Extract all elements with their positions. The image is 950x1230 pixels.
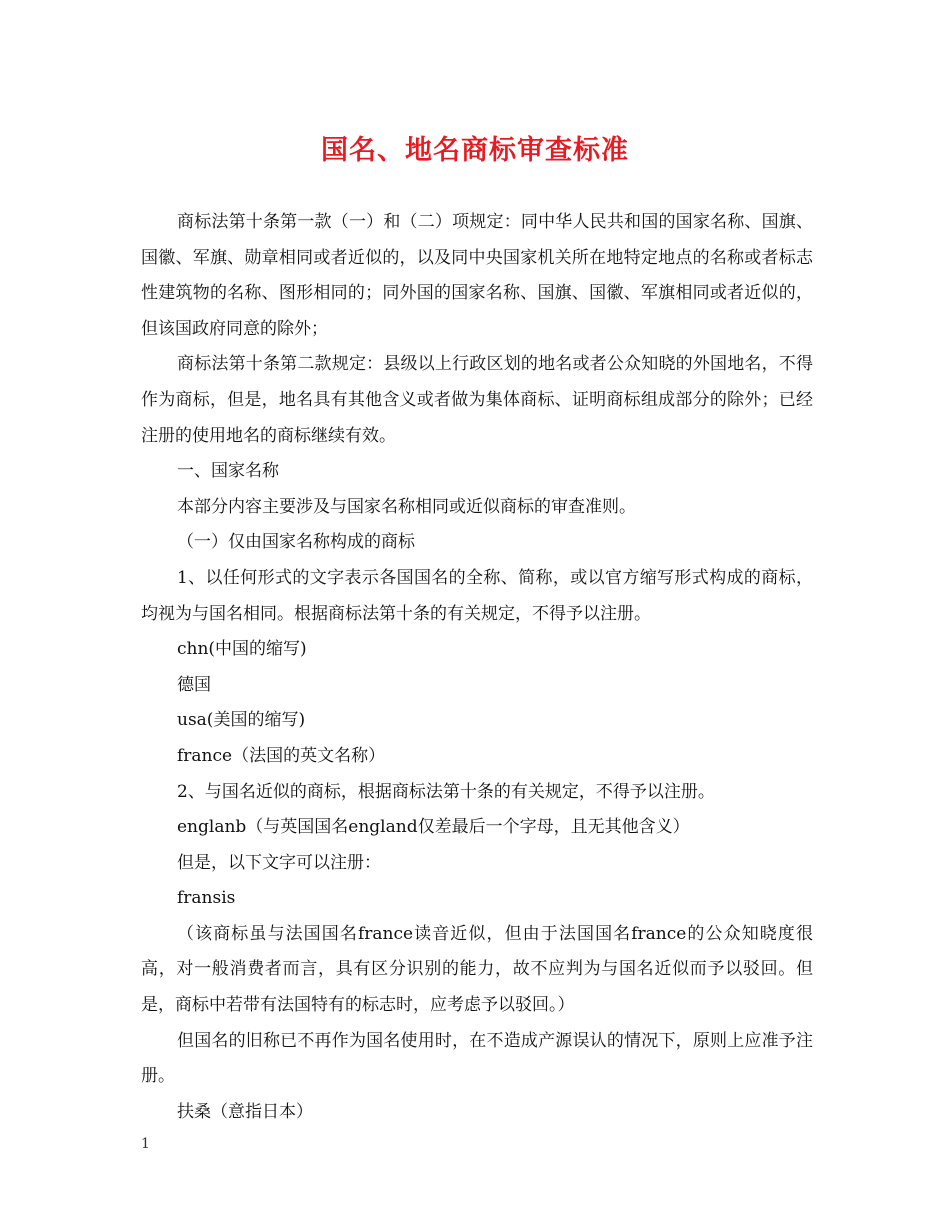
example-item: france（法国的英文名称） <box>177 745 386 766</box>
section-heading: 一、国家名称 <box>177 461 279 482</box>
paragraph: 但国名的旧称已不再作为国名使用时，在不造成产源误认的情况下，原则上应准予注册。 <box>141 1030 813 1087</box>
example-item: englanb（与英国国名england仅差最后一个字母，且无其他含义） <box>177 817 690 838</box>
example-item: 德国 <box>177 674 211 695</box>
example-item: fransis <box>177 888 236 909</box>
paragraph: 商标法第十条第二款规定：县级以上行政区划的地名或者公众知晓的外国地名，不得作为商标，但是，地名具有其他含义或者做为集体商标、证明商标组成部分的除外；已经注册的使用地名的商标继续有效。 <box>141 354 813 446</box>
paragraph: （该商标虽与法国国名france读音近似，但由于法国国名france的公众知晓度很高，对一般消费者而言，具有区分识别的能力，故不应判为与国名近似而予以驳回。但是，商标中若带有法国特有的标志时，应考虑予以驳回。） <box>141 923 813 1016</box>
example-item: chn(中国的缩写) <box>177 639 307 660</box>
document-title: 国名、地名商标审查标准 <box>321 135 629 166</box>
paragraph: 2、与国名近似的商标，根据商标法第十条的有关规定，不得予以注册。 <box>177 781 715 802</box>
paragraph: 1、以任何形式的文字表示各国国名的全称、简称，或以官方缩写形式构成的商标，均视为与国名相同。根据商标法第十条的有关规定，不得予以注册。 <box>141 567 813 624</box>
paragraph: 本部分内容主要涉及与国家名称相同或近似商标的审查准则。 <box>177 496 636 517</box>
example-item: 扶桑（意指日本） <box>177 1101 313 1122</box>
document-body <box>141 205 813 1130</box>
subsection-heading: （一）仅由国家名称构成的商标 <box>177 532 415 553</box>
paragraph: 商标法第十条第一款（一）和（二）项规定：同中华人民共和国的国家名称、国旗、国徽、军旗、勋章相同或者近似的，以及同中央国家机关所在地特定地点的名称或者标志性建筑物的名称、图形相同的；同外国的国家名称、国旗、国徽、军旗相同或者近似的，但该国政府同意的除外； <box>141 212 813 339</box>
paragraph: 但是，以下文字可以注册： <box>177 852 381 873</box>
page-number: 1 <box>141 1136 150 1152</box>
example-item: usa(美国的缩写) <box>177 710 306 731</box>
